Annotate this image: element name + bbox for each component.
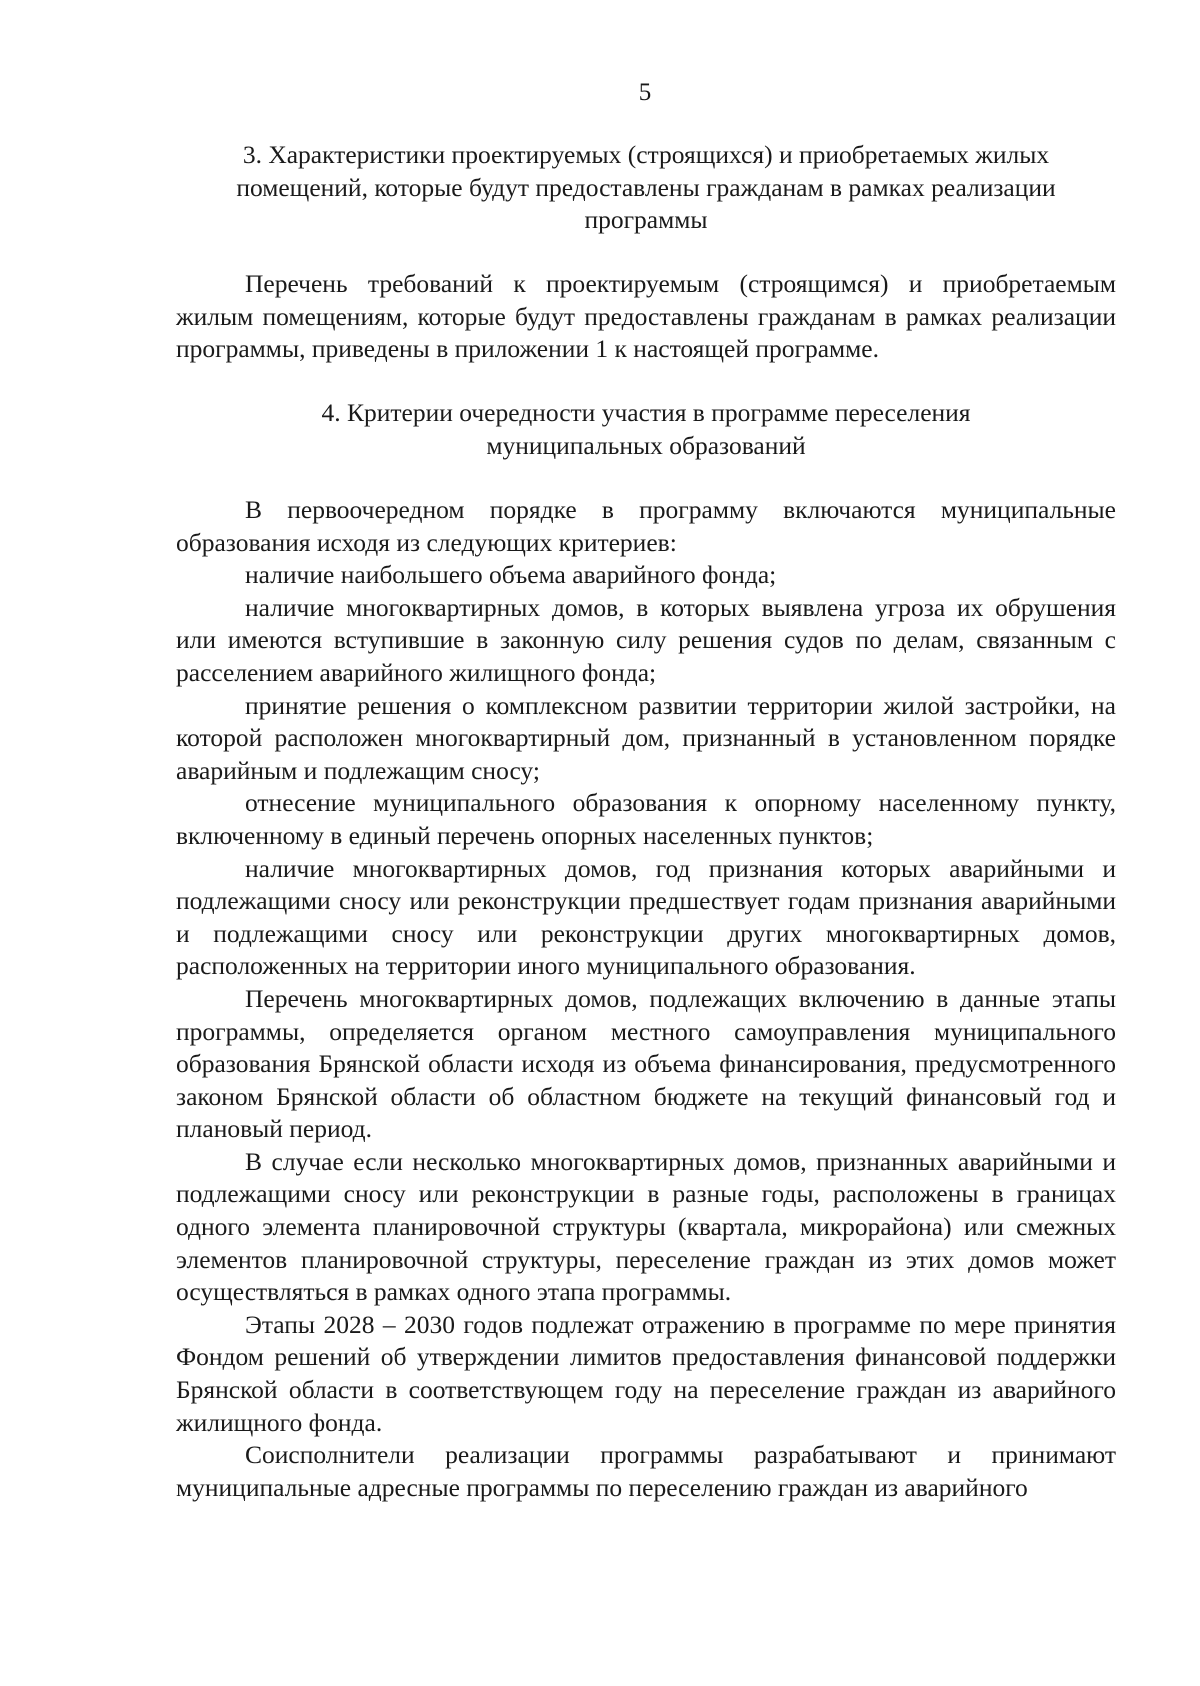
paragraph: Соисполнители реализации программы разрабатывают и принимают муниципальные адресные программы по переселению граждан из аварийного [176,1440,1116,1502]
paragraph: Этапы 2028 – 2030 годов подлежат отражению в программе по мере принятия Фондом решений об утверждении лимитов предоставления финансовой поддержки Брянской области в соответствующем году на переселение граждан из аварийного жилищного фонда. [176,1309,1116,1437]
paragraph: Перечень требований к проектируемым (строящимся) и приобретаемым жилым помещениям, которые будут предоставлены гражданам в рамках реализации программы, приведены в приложении 1 к настоящей программе. [176,269,1116,364]
paragraph: В первоочередном порядке в программу включаются муниципальные образования исходя из следующих критериев: [176,495,1116,557]
section-3 [176,139,1116,237]
section-3-body [176,268,1116,366]
criteria-item: наличие многоквартирных домов, в которых выявлена угроза их обрушения или имеются вступившие в законную силу решения судов по делам, связанным с расселением аварийного жилищного фонда; [176,592,1116,687]
paragraph: Перечень многоквартирных домов, подлежащих включению в данные этапы программы, определяется органом местного самоуправления муниципального образования Брянской области исходя из объема финансирования, предусмотренного законом Брянской области об областном бюджете на текущий финансовый год и плановый период. [176,983,1116,1144]
criteria-item: отнесение муниципального образования к опорному населенному пункту, включенному в единый перечень опорных населенных пунктов; [176,788,1116,850]
heading-line: 4. Критерии очередности участия в программе переселения [321,398,971,427]
paragraph: В случае если несколько многоквартирных домов, признанных аварийными и подлежащими сносу или реконструкции в разные годы, расположены в границах одного элемента планировочной структуры (квартала, микрорайона) или смежных элементов планировочной структуры, переселение граждан из этих домов может осуществляться в рамках одного этапа программы. [176,1146,1116,1307]
heading-line: 3. Характеристики проектируемых (строящихся) и приобретаемых жилых [242,140,1050,169]
criteria-item: наличие многоквартирных домов, год признания которых аварийными и подлежащими сносу или реконструкции предшествует годам признания аварийными и подлежащими сносу или реконструкции других многоквартирных домов, расположенных на территории иного муниципального образования. [176,853,1116,981]
section-3-heading [176,139,1116,237]
section-4-body [176,494,1116,1504]
criteria-item: принятие решения о комплексном развитии территории жилой застройки, на которой расположен многоквартирный дом, признанный в установленном порядке аварийным и подлежащим сносу; [176,690,1116,785]
section-4 [176,397,1116,462]
heading-line: программы [584,205,708,235]
criteria-item: наличие наибольшего объема аварийного фонда; [245,560,777,590]
heading-line: помещений, которые будут предоставлены гражданам в рамках реализации [236,172,1056,202]
heading-line: муниципальных образований [486,430,806,460]
page-number: 5 [638,79,652,106]
section-4-heading [176,397,1116,462]
